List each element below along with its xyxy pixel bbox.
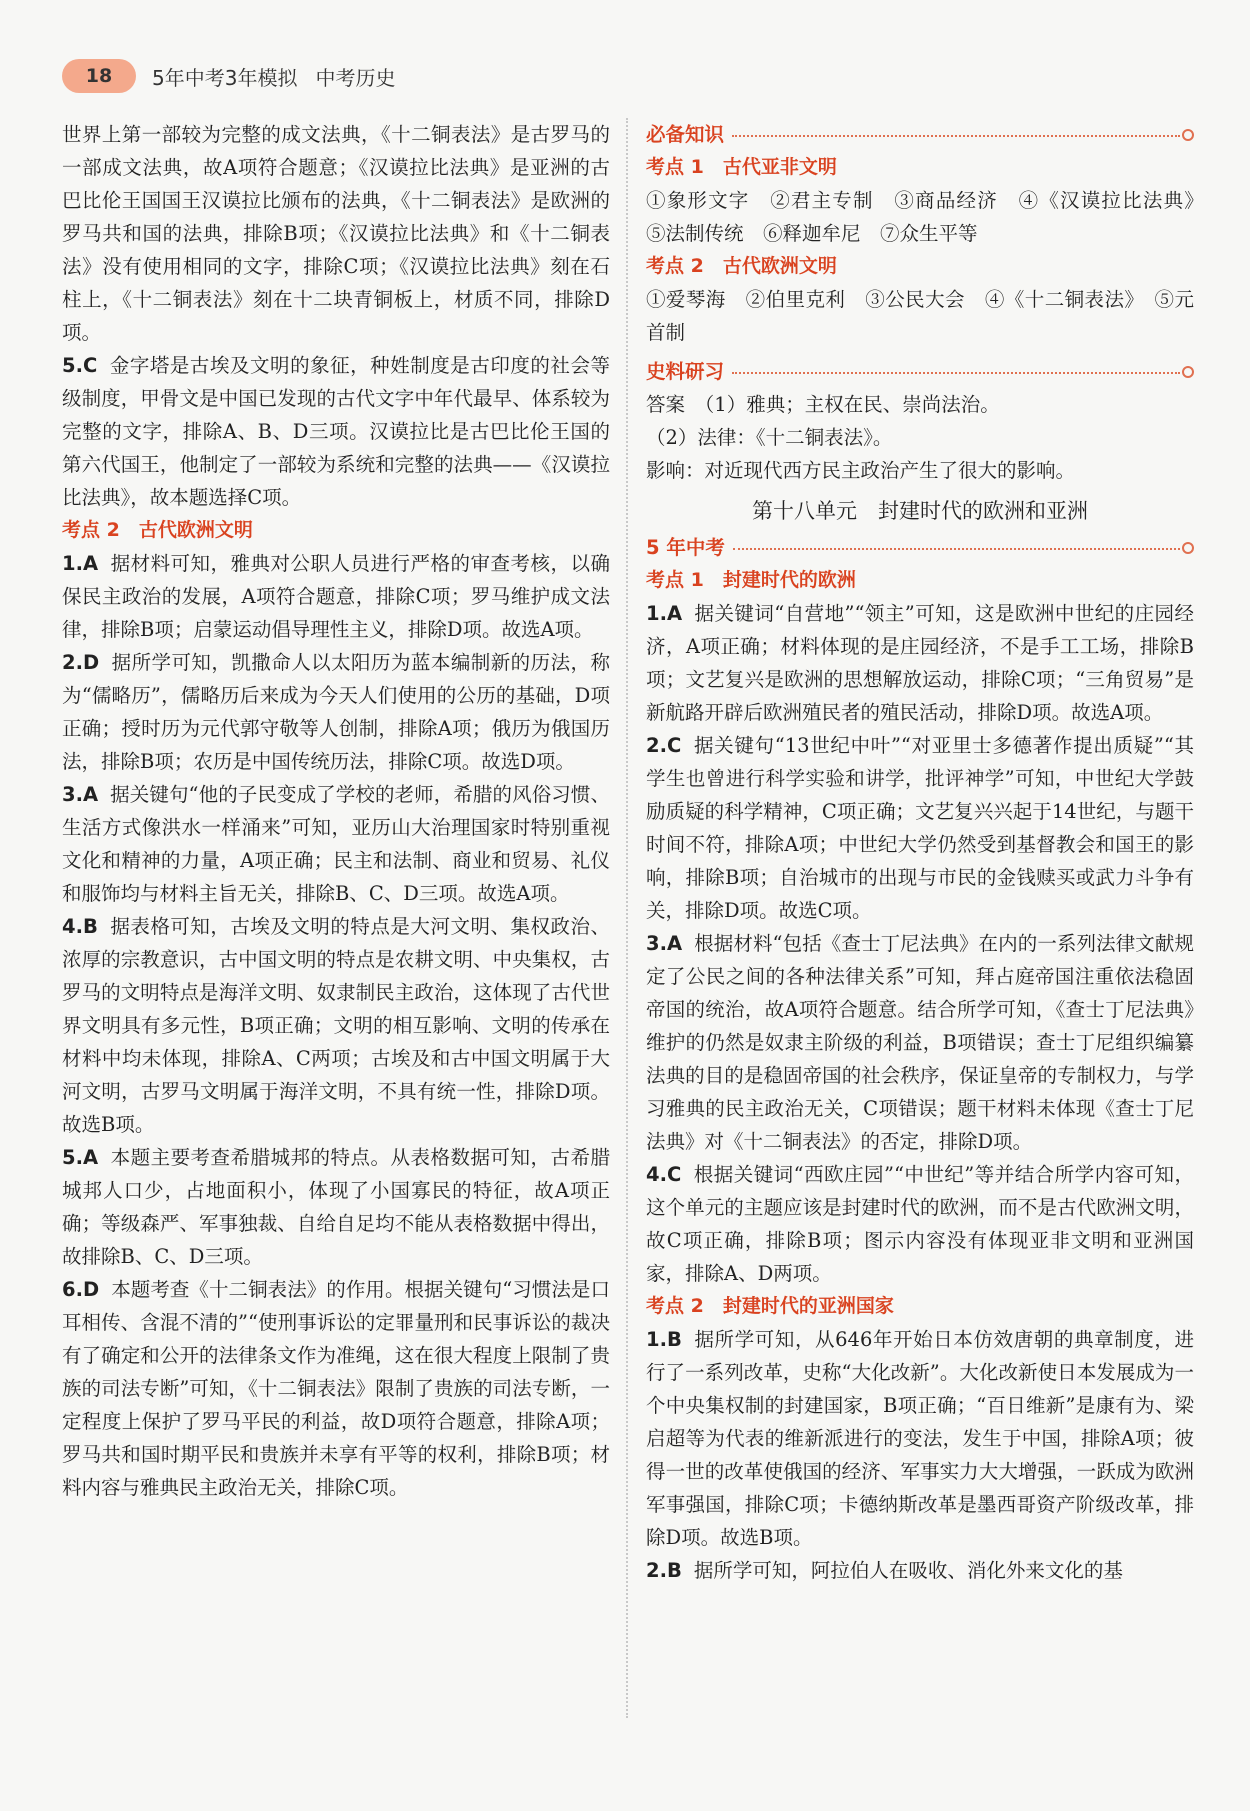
- answer-item: [62, 1141, 610, 1273]
- answer-number: 3.A: [62, 783, 99, 806]
- answer-number: 1.A: [646, 602, 683, 625]
- answer-item: [62, 349, 610, 514]
- answer-line-text: （1）雅典；主权在民、崇尚法治。: [704, 393, 1000, 416]
- answer-number: 5.A: [62, 1146, 99, 1169]
- answer-text: 根据关键词“西欧庄园”“中世纪”等并结合所学内容可知，这个单元的主题应该是封建时代的欧洲，而不是古代欧洲文明，故C项正确，排除B项；图示内容没有体现亚非文明和亚洲国家，排除A、D两项。: [646, 1163, 1194, 1285]
- answer-text: 本题主要考查希腊城邦的特点。从表格数据可知，古希腊城邦人口少，占地面积小，体现了小国寡民的特征，故A项正确；等级森严、军事独裁、自给自足均不能从表格数据中得出，故排除B、C、D三项。: [62, 1146, 610, 1268]
- answer-item: [646, 1158, 1194, 1290]
- right-column: [646, 118, 1214, 1587]
- answer-line: [646, 388, 1194, 421]
- answer-number: 4.C: [646, 1163, 682, 1186]
- unit-title: 第十八单元 封建时代的欧洲和亚洲: [752, 499, 1088, 523]
- answer-text: 据所学可知，凯撒命人以太阳历为蓝本编制新的历法，称为“儒略历”，儒略历后来成为今天人们使用的公历的基础，D项正确；授时历为元代郭守敬等人创制，排除A项；俄历为俄国历法，排除B项；农历是中国传统历法，排除C项。故选D项。: [62, 651, 610, 773]
- answer-number: 5.C: [62, 354, 98, 377]
- answer-item: [62, 910, 610, 1141]
- answer-item: [646, 1323, 1194, 1554]
- answer-text: 据关键句“13世纪中叶”“对亚里士多德著作提出质疑”“其学生也曾进行科学实验和讲学，批评神学”可知，中世纪大学鼓励质疑的科学精神，C项正确；文艺复兴兴起于14世纪，与题干时间不符，排除A项；中世纪大学仍然受到基督教会和国王的影响，排除B项；自治城市的出现与市民的金钱赎买或武力斗争有关，排除D项。故选C项。: [646, 734, 1194, 922]
- answer-line: 影响：对近现代西方民主政治产生了很大的影响。: [646, 459, 1076, 482]
- page-header: [62, 58, 395, 94]
- knowledge-answers: ①爱琴海 ②伯里克利 ③公民大会 ④《十二铜表法》 ⑤元首制: [646, 288, 1194, 344]
- kaodian-heading: 考点 2 封建时代的亚洲国家: [646, 1295, 894, 1317]
- dotted-rule: [732, 135, 1180, 137]
- answer-text: 据关键句“他的子民变成了学校的老师，希腊的风俗习惯、生活方式像洪水一样涌来”可知，亚历山大治理国家时特别重视文化和精神的力量，A项正确；民主和法制、商业和贸易、礼仪和服饰均与材料主旨无关，排除B、C、D三项。故选A项。: [62, 783, 610, 905]
- answer-text: 据所学可知，阿拉伯人在吸收、消化外来文化的基: [693, 1559, 1123, 1582]
- section-title: 5 年中考: [646, 536, 725, 559]
- rule-end-circle: [1182, 129, 1194, 141]
- answer-text: 本题考查《十二铜表法》的作用。根据关键句“习惯法是口耳相传、含混不清的”“使刑事诉讼的定罪量刑和民事诉讼的裁决有了确定和公开的法律条文作为准绳，这在很大程度上限制了贵族的司法专断”可知，《十二铜表法》限制了贵族的司法专断，一定程度上保护了罗马平民的利益，故D项符合题意，排除A项；罗马共和国时期平民和贵族并未享有平等的权利，排除B项；材料内容与雅典民主政治无关，排除C项。: [62, 1278, 610, 1499]
- rule-end-circle: [1182, 366, 1194, 378]
- answer-item: [646, 927, 1194, 1158]
- answer-number: 2.D: [62, 651, 100, 674]
- answer-number: 1.B: [646, 1328, 682, 1351]
- answer-item: [646, 1554, 1194, 1587]
- section-heading-bibei: [646, 118, 1194, 151]
- knowledge-answers: ①象形文字 ②君主专制 ③商品经济 ④《汉谟拉比法典》 ⑤法制传统 ⑥释迦牟尼 ⑦众生平等: [646, 189, 1214, 245]
- answer-item: [646, 597, 1194, 729]
- answer-item: [62, 778, 610, 910]
- answer-item: [62, 646, 610, 778]
- section-heading-five-year: [646, 531, 1194, 564]
- answer-text: 据材料可知，雅典对公职人员进行严格的审查考核，以确保民主政治的发展，A项符合题意，排除C项；罗马维护成文法律，排除B项；启蒙运动倡导理性主义，排除D项。故选A项。: [62, 552, 610, 641]
- answer-continuation: 世界上第一部较为完整的成文法典，《十二铜表法》是古罗马的一部成文法典，故A项符合题意；《汉谟拉比法典》是亚洲的古巴比伦王国国王汉谟拉比颁布的法典，《十二铜表法》是欧洲的罗马共和国的法典，排除B项；《汉谟拉比法典》和《十二铜表法》没有使用相同的文字，排除C项；《汉谟拉比法典》刻在石柱上，《十二铜表法》刻在十二块青铜板上，材质不同，排除D项。: [62, 123, 610, 344]
- answer-text: 根据材料“包括《查士丁尼法典》在内的一系列法律文献规定了公民之间的各种法律关系”可知，拜占庭帝国注重依法稳固帝国的统治，故A项符合题意。结合所学可知，《查士丁尼法典》维护的仍然是奴隶主阶级的利益，B项错误；查士丁尼组织编纂法典的目的是稳固帝国的社会秩序，保证皇帝的专制权力，与学习雅典的民主政治无关，C项错误；题干材料未体现《查士丁尼法典》对《十二铜表法》的否定，排除D项。: [646, 932, 1194, 1153]
- kaodian-heading: 考点 2 古代欧洲文明: [62, 519, 253, 541]
- rule-end-circle: [1182, 542, 1194, 554]
- answer-number: 6.D: [62, 1278, 100, 1301]
- answer-label: 答案: [646, 393, 686, 416]
- answer-number: 2.B: [646, 1559, 682, 1582]
- dotted-rule: [733, 548, 1180, 550]
- kaodian-heading: 考点 2 古代欧洲文明: [646, 255, 837, 277]
- kaodian-heading: 考点 1 古代亚非文明: [646, 156, 837, 178]
- book-title: 5年中考3年模拟: [152, 65, 298, 90]
- subject-label: 中考历史: [315, 65, 396, 90]
- section-title: 史料研习: [646, 360, 725, 383]
- answer-item: [62, 1273, 610, 1504]
- kaodian-heading: 考点 1 封建时代的欧洲: [646, 569, 856, 591]
- page-number-badge: 18: [62, 59, 136, 93]
- left-column: [62, 118, 610, 1504]
- answer-number: 1.A: [62, 552, 99, 575]
- answer-text: 据所学可知，从646年开始日本仿效唐朝的典章制度，进行了一系列改革，史称“大化改新”。大化改新使日本发展成为一个中央集权制的封建国家，B项正确；“百日维新”是康有为、梁启超等为代表的维新派进行的变法，发生于中国，排除A项；彼得一世的改革使俄国的经济、军事实力大大增强，一跃成为欧洲军事强国，排除C项；卡德纳斯改革是墨西哥资产阶级改革，排除D项。故选B项。: [646, 1328, 1194, 1549]
- section-heading-shiliao: [646, 355, 1194, 388]
- answer-item: [646, 729, 1194, 927]
- column-divider: [626, 118, 628, 1718]
- answer-number: 4.B: [62, 915, 98, 938]
- answer-text: 金字塔是古埃及文明的象征，种姓制度是古印度的社会等级制度，甲骨文是中国已发现的古代文字中年代最早、体系较为完整的文字，排除A、B、D三项。汉谟拉比是古巴比伦王国的第六代国王，他制定了一部较为系统和完整的法典——《汉谟拉比法典》，故本题选择C项。: [62, 354, 610, 509]
- answer-number: 3.A: [646, 932, 683, 955]
- answer-item: [62, 547, 610, 646]
- answer-number: 2.C: [646, 734, 682, 757]
- answer-line: （2）法律：《十二铜表法》。: [646, 426, 893, 449]
- answer-text: 据关键词“自营地”“领主”可知，这是欧洲中世纪的庄园经济，A项正确；材料体现的是庄园经济，不是手工工场，排除B项；文艺复兴是欧洲的思想解放运动，排除C项；“三角贸易”是新航路开辟后欧洲殖民者的殖民活动，排除D项。故选A项。: [646, 602, 1194, 724]
- dotted-rule: [732, 372, 1180, 374]
- answer-text: 据表格可知，古埃及文明的特点是大河文明、集权政治、浓厚的宗教意识，古中国文明的特点是农耕文明、中央集权，古罗马的文明特点是海洋文明、奴隶制民主政治，这体现了古代世界文明具有多元性，B项正确；文明的相互影响、文明的传承在材料中均未体现，排除A、C两项；古埃及和古中国文明属于大河文明，古罗马文明属于海洋文明，不具有统一性，排除D项。故选B项。: [62, 915, 610, 1136]
- section-title: 必备知识: [646, 123, 725, 146]
